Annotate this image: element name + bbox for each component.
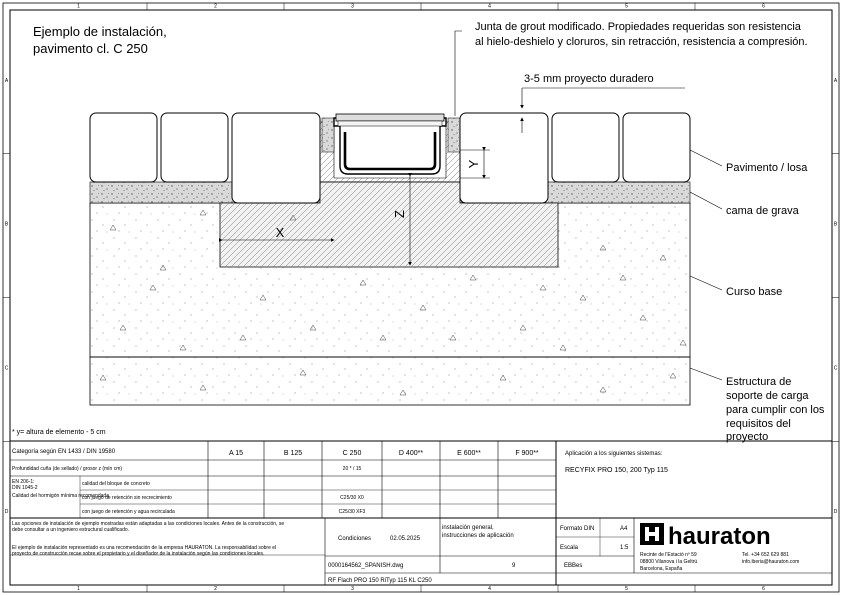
date: 02.05.2025 <box>390 536 421 542</box>
drawing-title-line2: pavimento cl. C 250 <box>33 41 148 56</box>
sheet-number: 9 <box>512 563 516 569</box>
frame-column-marker: 2 <box>214 3 217 10</box>
row2-value: 20 * / 15 <box>342 466 362 472</box>
format-value: A4 <box>620 526 628 532</box>
paver <box>623 113 690 182</box>
gravel-callout: cama de grava <box>726 205 799 217</box>
cross-section <box>90 31 722 405</box>
support-leader <box>690 368 722 380</box>
gap-callout: 3-5 mm proyecto duradero <box>524 73 654 85</box>
applies-title: Aplicación a los siguientes sistemas: <box>565 451 663 457</box>
support-layer <box>90 357 690 405</box>
legal-line2: debe consultar a un ingeniero estructural cualificado. <box>12 527 130 533</box>
dim-y-label: Y <box>466 159 481 169</box>
support-callout-line1: Estructura de <box>726 376 792 388</box>
format-label: Formato DIN <box>560 526 595 532</box>
drawing-title-line1: Ejemplo de instalación, <box>33 24 167 39</box>
footnote: * y= altura de elemento - 5 cm <box>12 429 106 436</box>
scale-label: Escala <box>560 545 579 551</box>
frame-column-marker: 3 <box>351 3 354 10</box>
paver <box>460 113 548 203</box>
legal-line3: El ejemplo de instalación representado es una recomendación de la empresa HAURATON. La responsabilidad sobre el <box>12 545 277 551</box>
frame-column-marker: 5 <box>625 3 628 10</box>
grout-joint-right <box>448 118 460 152</box>
class-b125: B 125 <box>283 450 303 457</box>
row3-label: Calidad del hormigón mínima recomendada <box>12 493 109 499</box>
class-c250: C 250 <box>342 450 362 457</box>
pavement-callout: Pavimento / losa <box>726 162 808 174</box>
frame-column-marker: 5 <box>625 586 628 592</box>
base-callout: Curso base <box>726 286 783 298</box>
conditions-label: Condiciones <box>338 536 372 542</box>
row3-sub3: con juego de retención y agua recirculada <box>82 509 175 515</box>
row3-sub2: con juego de retención sin recrecimiento <box>82 495 172 501</box>
dim-x-label: X <box>275 225 285 240</box>
legal-line4: proyecto de construcción recae sobre el propietario y el diseñador de la instalación según las condiciones locales. <box>12 551 265 557</box>
class-e600: E 600** <box>457 450 481 457</box>
legal-line1: Las opciones de instalación de ejemplo mostradas están adaptadas a las condiciones locales. Antes de la construcción, se <box>12 521 285 527</box>
drainage-channel <box>334 118 446 174</box>
frame-row-marker: C <box>833 365 838 372</box>
row2-label: Profundidad cuña (de sellado) / grosor z (mín cm) <box>12 466 123 472</box>
frame-column-marker: 6 <box>762 586 765 592</box>
drawing-number: 0000164562_SPANISH.dwg <box>328 563 404 569</box>
frame-column-marker: 3 <box>351 586 354 592</box>
gravel-leader <box>690 192 722 209</box>
din-ref2: DIN 1045-2 <box>12 485 38 491</box>
company-tel: Tel. +34 652 629 881 <box>742 552 789 558</box>
company-email: info.iberia@hauraton.com <box>742 559 800 565</box>
paver <box>232 113 320 203</box>
frame-row-marker: B <box>4 221 9 228</box>
company-address1: Recinte de l'Estació nº 59 <box>640 552 697 558</box>
paver <box>552 113 619 182</box>
frame-column-marker: 2 <box>214 586 217 592</box>
pavement-leader <box>690 150 722 166</box>
class-f900: F 900** <box>515 450 539 457</box>
support-callout-line5: proyecto <box>726 431 769 443</box>
base-leader <box>690 276 722 290</box>
channel-grating <box>336 114 444 121</box>
paver <box>161 113 228 182</box>
support-callout-line3: para cumplir con los <box>726 404 825 416</box>
row1-label: Categoría según EN 1433 / DIN 19580 <box>12 449 116 455</box>
row3-val3: C25/30 XF3 <box>338 509 366 515</box>
logo-text: hauraton <box>668 523 771 550</box>
company-address3: Barcelona, España <box>640 566 683 572</box>
hauraton-logo <box>640 523 771 550</box>
class-a15: A 15 <box>228 450 244 457</box>
frame-column-marker: 4 <box>488 586 491 592</box>
desc-line2: instrucciones de aplicación <box>442 533 514 539</box>
product-line: RF Flach PRO 150 RiTyp 115 KL C250 <box>328 578 432 584</box>
frame-row-marker: A <box>4 77 9 84</box>
frame-row-marker: C <box>4 365 9 372</box>
frame-row-marker: B <box>833 221 838 228</box>
paver <box>90 113 157 182</box>
support-callout-line2: soporte de carga <box>726 390 809 402</box>
dim-z-label: Z <box>392 210 407 218</box>
class-d400: D 400** <box>398 450 424 457</box>
drawing-code: EBBes <box>564 563 583 569</box>
frame-column-marker: 1 <box>77 586 80 592</box>
joint-callout-line2: al hielo-deshielo y cloruros, sin retracción, resistencia a compresión. <box>475 36 808 48</box>
applies-value: RECYFIX PRO 150, 200 Typ 115 <box>565 467 668 474</box>
support-callout-line4: requisitos del <box>726 418 791 430</box>
frame-column-marker: 6 <box>762 3 765 10</box>
joint-callout-line1: Junta de grout modificado. Propiedades requeridas son resistencia <box>475 21 801 33</box>
row3-sub1: calidad del bloque de concreto <box>82 481 150 487</box>
frame-row-marker: D <box>4 509 9 516</box>
grout-joint-left <box>322 118 334 152</box>
din-ref1: EN 206-1: <box>12 479 35 485</box>
frame-row-marker: A <box>833 77 838 84</box>
frame-row-marker: D <box>833 509 838 516</box>
row3-val2: C25/30 X0 <box>340 495 364 501</box>
desc-line1: instalación general, <box>442 525 494 531</box>
scale-value: 1:5 <box>620 545 629 551</box>
frame-column-marker: 1 <box>77 3 80 10</box>
frame-column-marker: 4 <box>488 3 491 10</box>
company-address2: 08800 Vilanova i la Geltrú <box>640 559 698 565</box>
joint-leader <box>455 31 462 116</box>
